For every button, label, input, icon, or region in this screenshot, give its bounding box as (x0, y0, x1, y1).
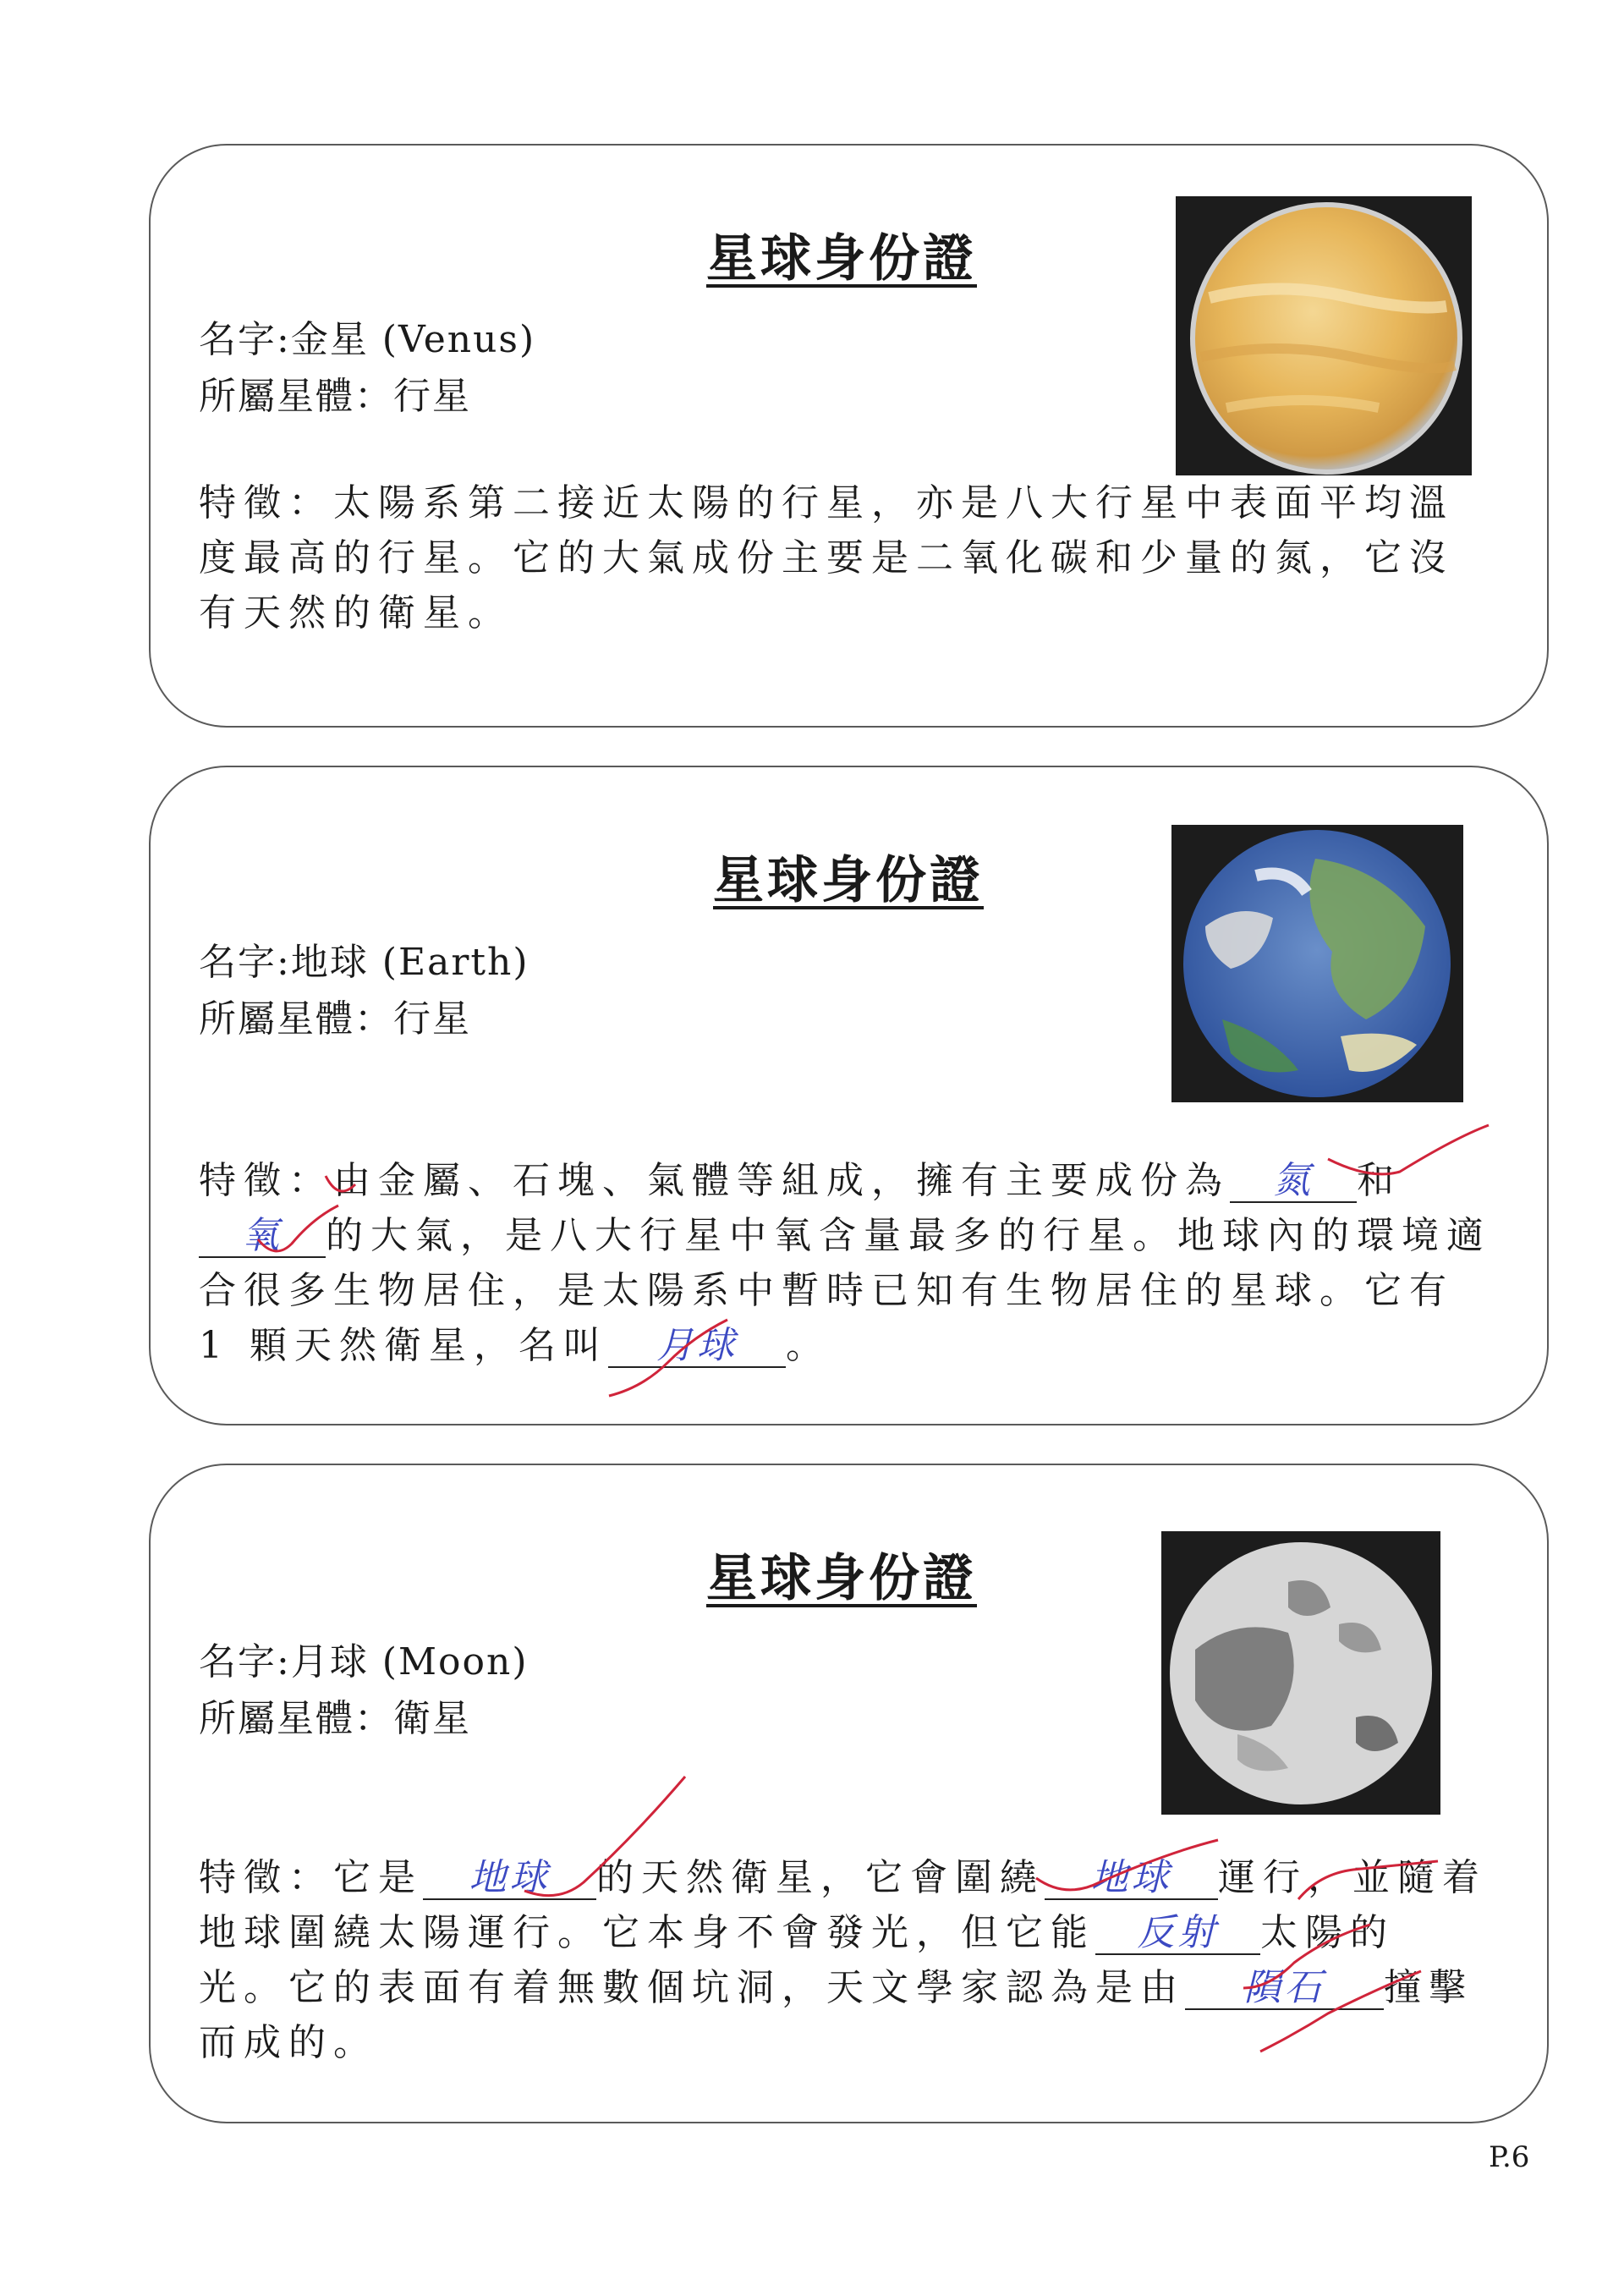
handwritten-answer: 地球 (1090, 1856, 1172, 1899)
description-text: 光。它的表面有着無數個坑洞，天文學家認為是由 (199, 1966, 1185, 2009)
card-title: 星球身份證 (706, 1549, 977, 1608)
answer-blank (1185, 1968, 1384, 2010)
venus-image (1176, 196, 1472, 475)
name-line: 名字:地球 (Earth) (199, 941, 529, 984)
body-type-line: 所屬星體：行星 (199, 997, 471, 1041)
description-line (199, 1208, 1491, 1263)
description (199, 1850, 1487, 2070)
description-line: 有天然的衛星。 (199, 591, 513, 634)
description-line (199, 1850, 1487, 1905)
description-line (199, 1153, 1491, 1208)
answer-blank (1045, 1858, 1218, 1900)
description-text: 特徵：它是 (199, 1856, 423, 1899)
handwritten-answer: 氮 (1273, 1159, 1314, 1202)
answer-blank (1095, 1913, 1260, 1955)
description-text: 撞擊 (1384, 1966, 1473, 2009)
description (199, 475, 1454, 640)
moon-image (1161, 1531, 1440, 1815)
answer-blank (199, 1216, 326, 1258)
answer-blank (1230, 1161, 1357, 1203)
description-line: 合很多生物居住，是太陽系中暫時已知有生物居住的星球。它有 (199, 1269, 1454, 1312)
description-line: 度最高的行星。它的大氣成份主要是二氧化碳和少量的氮，它沒 (199, 536, 1454, 579)
card-title: 星球身份證 (713, 851, 984, 910)
description-text: 1 顆天然衛星，名叫 (199, 1324, 608, 1367)
card-title: 星球身份證 (706, 229, 977, 288)
handwritten-answer: 氧 (242, 1214, 283, 1257)
handwritten-answer: 月球 (656, 1324, 738, 1367)
description (199, 1153, 1491, 1373)
description-text: 。 (785, 1324, 831, 1367)
description-line: 特徵：太陽系第二接近太陽的行星，亦是八大行星中表面平均溫 (199, 481, 1454, 525)
answer-blank (608, 1326, 786, 1368)
description-text: 地球圍繞太陽運行。它本身不會發光，但它能 (199, 1911, 1095, 1954)
description-text: 的大氣，是八大行星中氧含量最多的行星。地球內的環境適 (326, 1214, 1491, 1257)
description-text: 運行，並隨着 (1218, 1856, 1487, 1899)
earth-image (1171, 825, 1463, 1102)
description-text: 和 (1357, 1159, 1402, 1202)
answer-blank (423, 1858, 596, 1900)
description-text: 特徵：由金屬、石塊、氣體等組成，擁有主要成份為 (199, 1159, 1230, 1202)
description-line (199, 1960, 1487, 2015)
handwritten-answer: 地球 (469, 1856, 551, 1899)
description-text: 的天然衛星，它會圍繞 (596, 1856, 1045, 1899)
name-line: 名字:金星 (Venus) (199, 318, 536, 361)
description-line: 而成的。 (199, 2021, 378, 2064)
page-number: P.6 (1489, 2140, 1530, 2174)
handwritten-answer: 反射 (1137, 1911, 1219, 1954)
body-type-line: 所屬星體：行星 (199, 375, 471, 418)
description-line (199, 1905, 1487, 1960)
handwritten-answer: 隕石 (1243, 1966, 1325, 2009)
name-line: 名字:月球 (Moon) (199, 1640, 529, 1684)
description-text: 太陽的 (1260, 1911, 1395, 1954)
body-type-line: 所屬星體：衛星 (199, 1697, 471, 1740)
description-line (199, 1318, 1491, 1373)
